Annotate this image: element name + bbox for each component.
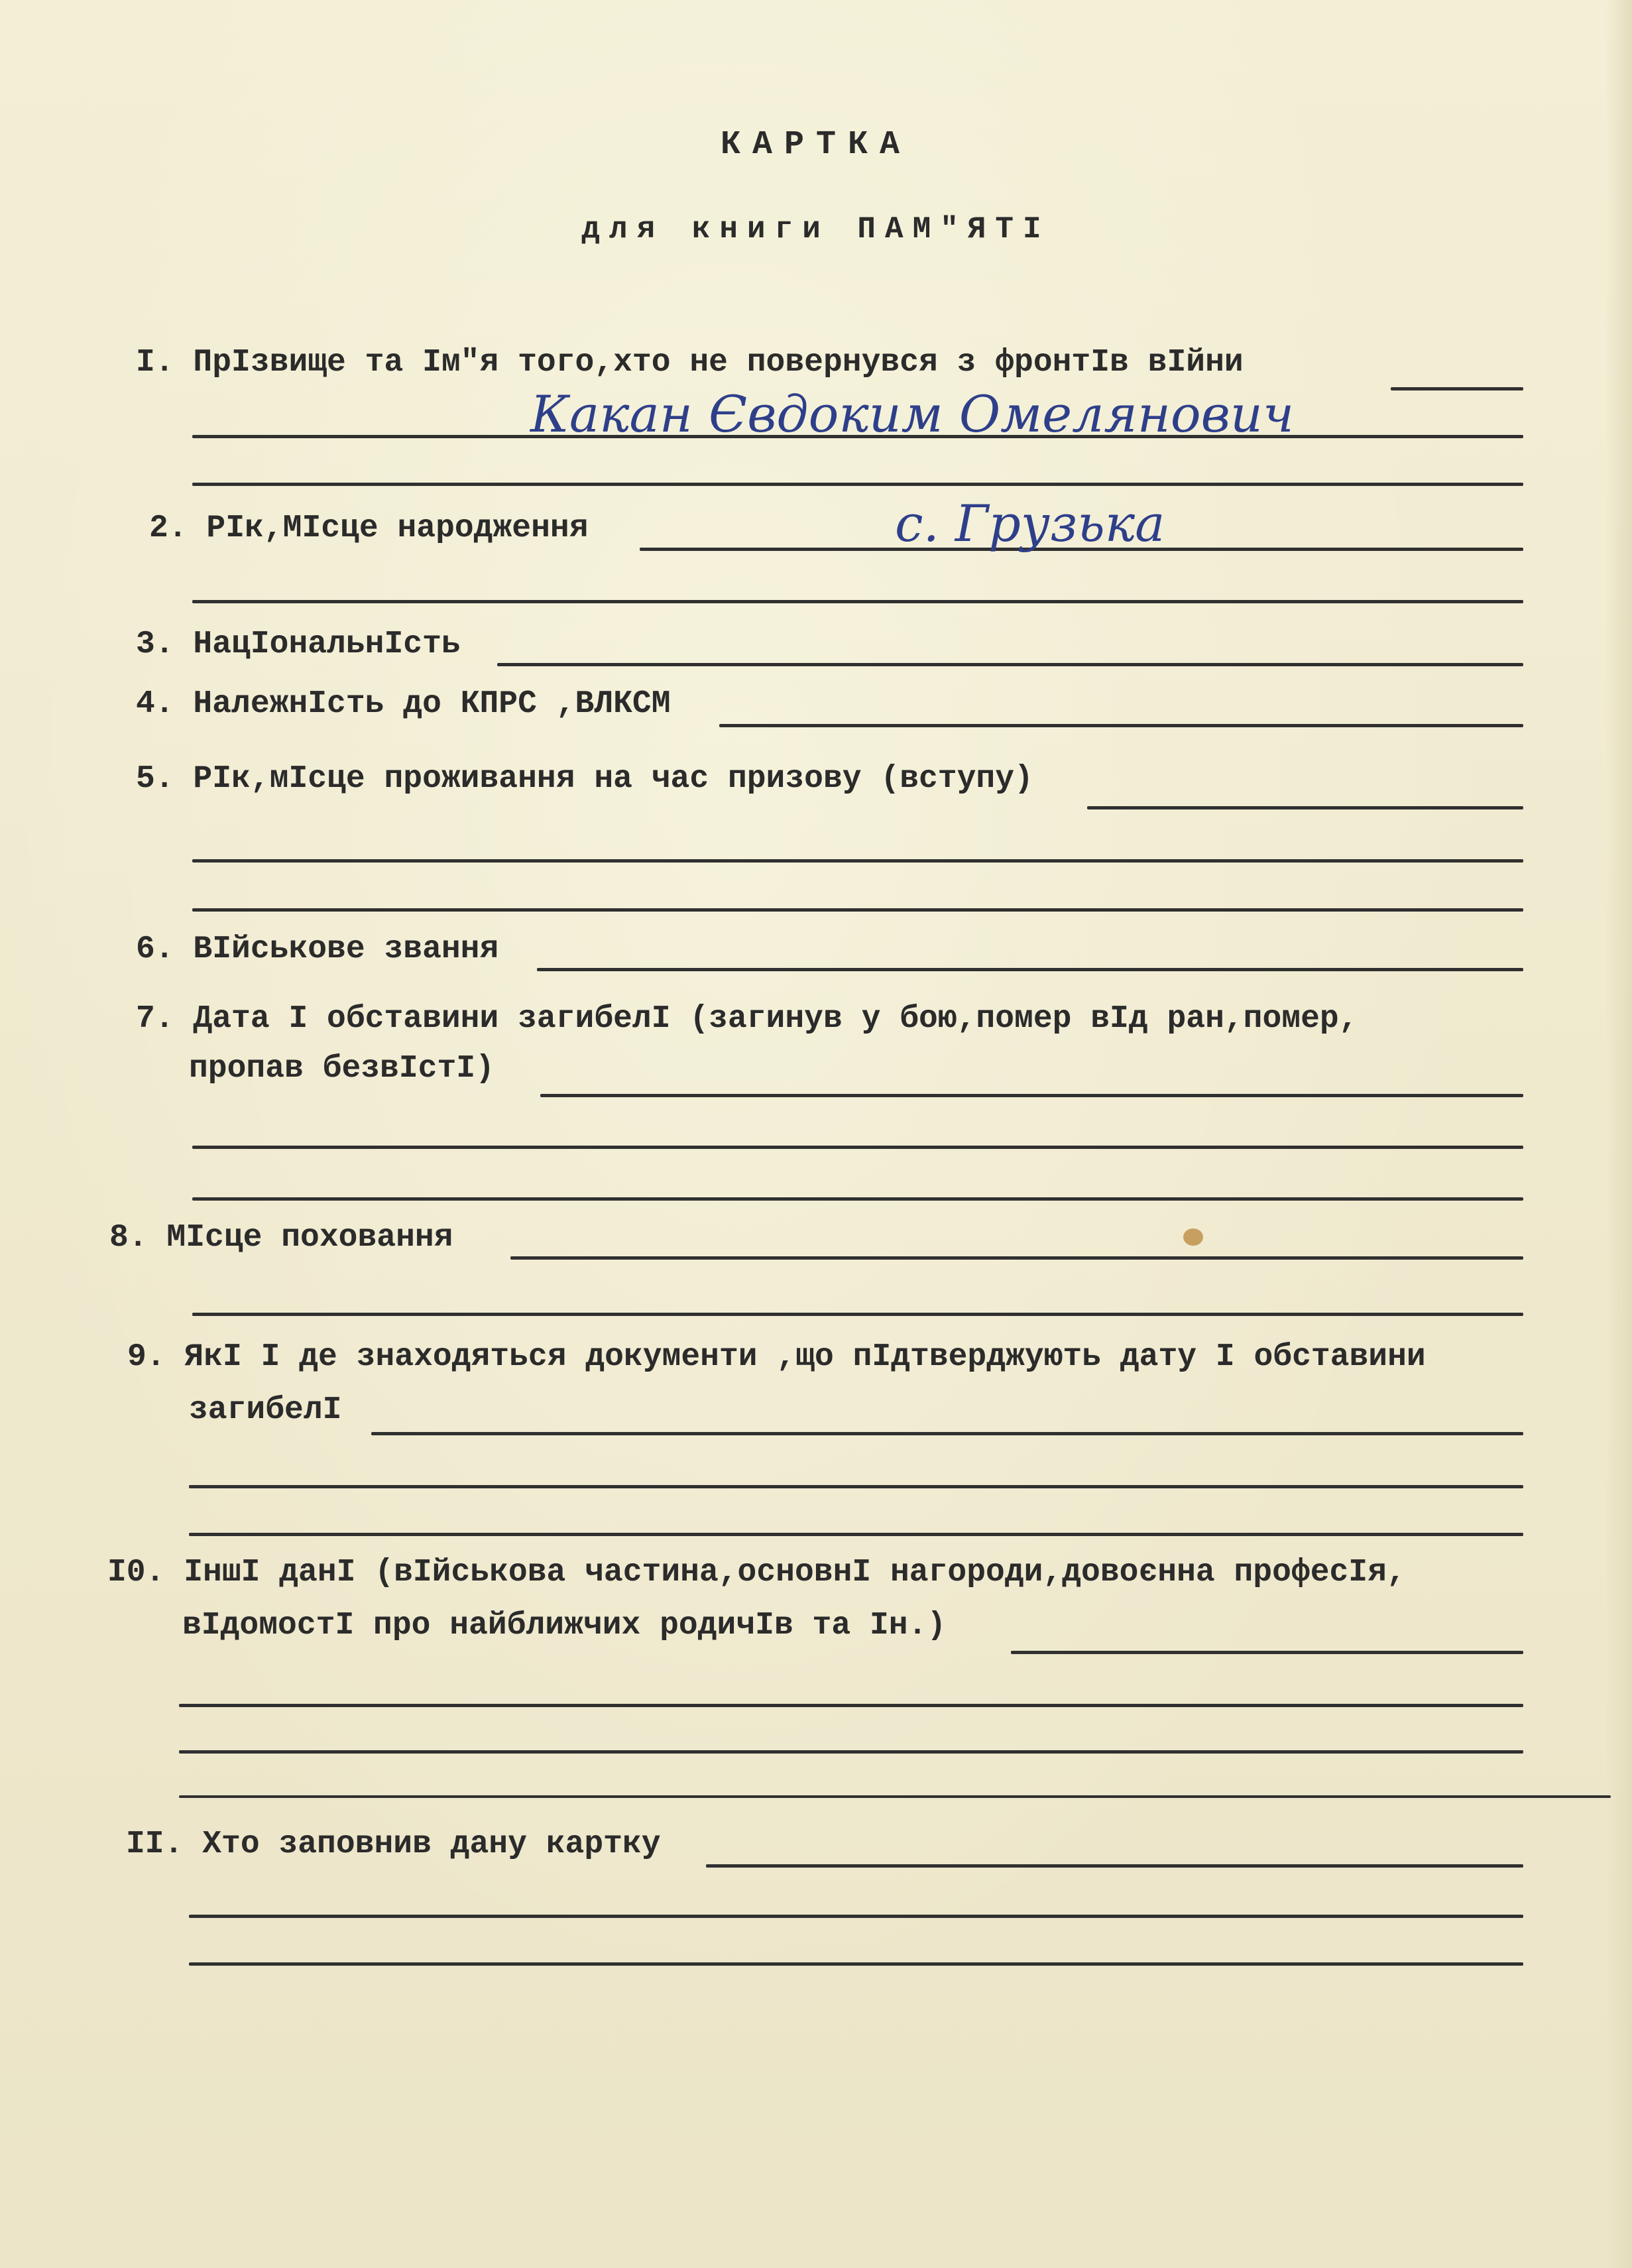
- card-subtitle: для книги ПАМ"ЯТІ: [581, 212, 1051, 247]
- field-10-line: [179, 1750, 1523, 1754]
- field-7-label-cont: пропав безвІстІ): [189, 1051, 495, 1087]
- field-2-value: с. Грузька: [895, 494, 1165, 553]
- field-7-line: [192, 1146, 1523, 1149]
- field-1-label: І. ПрІзвище та Ім"я того,хто не повернувся з фронтІв вІйни: [136, 345, 1244, 381]
- field-3-line: [497, 663, 1523, 666]
- field-7-line: [192, 1197, 1523, 1201]
- field-9-line: [189, 1533, 1523, 1536]
- field-1-value: Какан Євдоким Омелянович: [530, 385, 1295, 444]
- field-8-line: [192, 1313, 1523, 1316]
- field-5-line: [192, 859, 1523, 863]
- field-9-label: 9. ЯкІ І де знаходяться документи ,що пІдтверджують дату І обставини: [127, 1339, 1426, 1375]
- field-11-line: [189, 1962, 1523, 1966]
- field-10-label-cont: вІдомостІ про найближчих родичІв та Ін.): [182, 1608, 947, 1643]
- field-8-line: [510, 1256, 1523, 1260]
- field-11-label: ІІ. Хто заповнив дану картку: [126, 1826, 661, 1862]
- paper-stain: [1183, 1228, 1203, 1246]
- field-10-line: [179, 1795, 1611, 1798]
- card-title: КАРТКА: [720, 126, 912, 164]
- field-4-line: [719, 724, 1523, 727]
- field-3-label: 3. НацІональнІсть: [136, 627, 461, 662]
- field-1-line: [192, 483, 1523, 486]
- field-9-line: [371, 1432, 1523, 1435]
- field-6-label: 6. ВІйськове звання: [136, 931, 499, 967]
- field-7-line: [540, 1094, 1523, 1097]
- paper-edge: [1605, 0, 1632, 2268]
- field-6-line: [537, 968, 1523, 971]
- field-1-line: [1391, 387, 1523, 390]
- field-9-line: [189, 1485, 1523, 1488]
- field-11-line: [189, 1915, 1523, 1918]
- field-2-line: [192, 600, 1523, 603]
- field-10-line: [1011, 1651, 1523, 1654]
- field-4-label: 4. НалежнІсть до КПРС ,ВЛКСМ: [136, 686, 671, 722]
- field-10-label: І0. ІншІ данІ (вІйськова частина,основнІ нагороди,довоєнна професІя,: [107, 1555, 1406, 1590]
- field-8-label: 8. МІсце поховання: [109, 1220, 453, 1256]
- field-5-label: 5. РІк,мІсце проживання на час призову (вступу): [136, 761, 1033, 797]
- field-10-line: [179, 1704, 1523, 1707]
- field-11-line: [706, 1864, 1523, 1868]
- field-9-label-cont: загибелІ: [189, 1392, 342, 1428]
- field-7-label: 7. Дата І обставини загибелІ (загинув у бою,помер вІд ран,помер,: [136, 1001, 1358, 1037]
- field-5-line: [1087, 806, 1523, 809]
- field-2-label: 2. РІк,МІсце народження: [149, 510, 589, 546]
- field-5-line: [192, 908, 1523, 912]
